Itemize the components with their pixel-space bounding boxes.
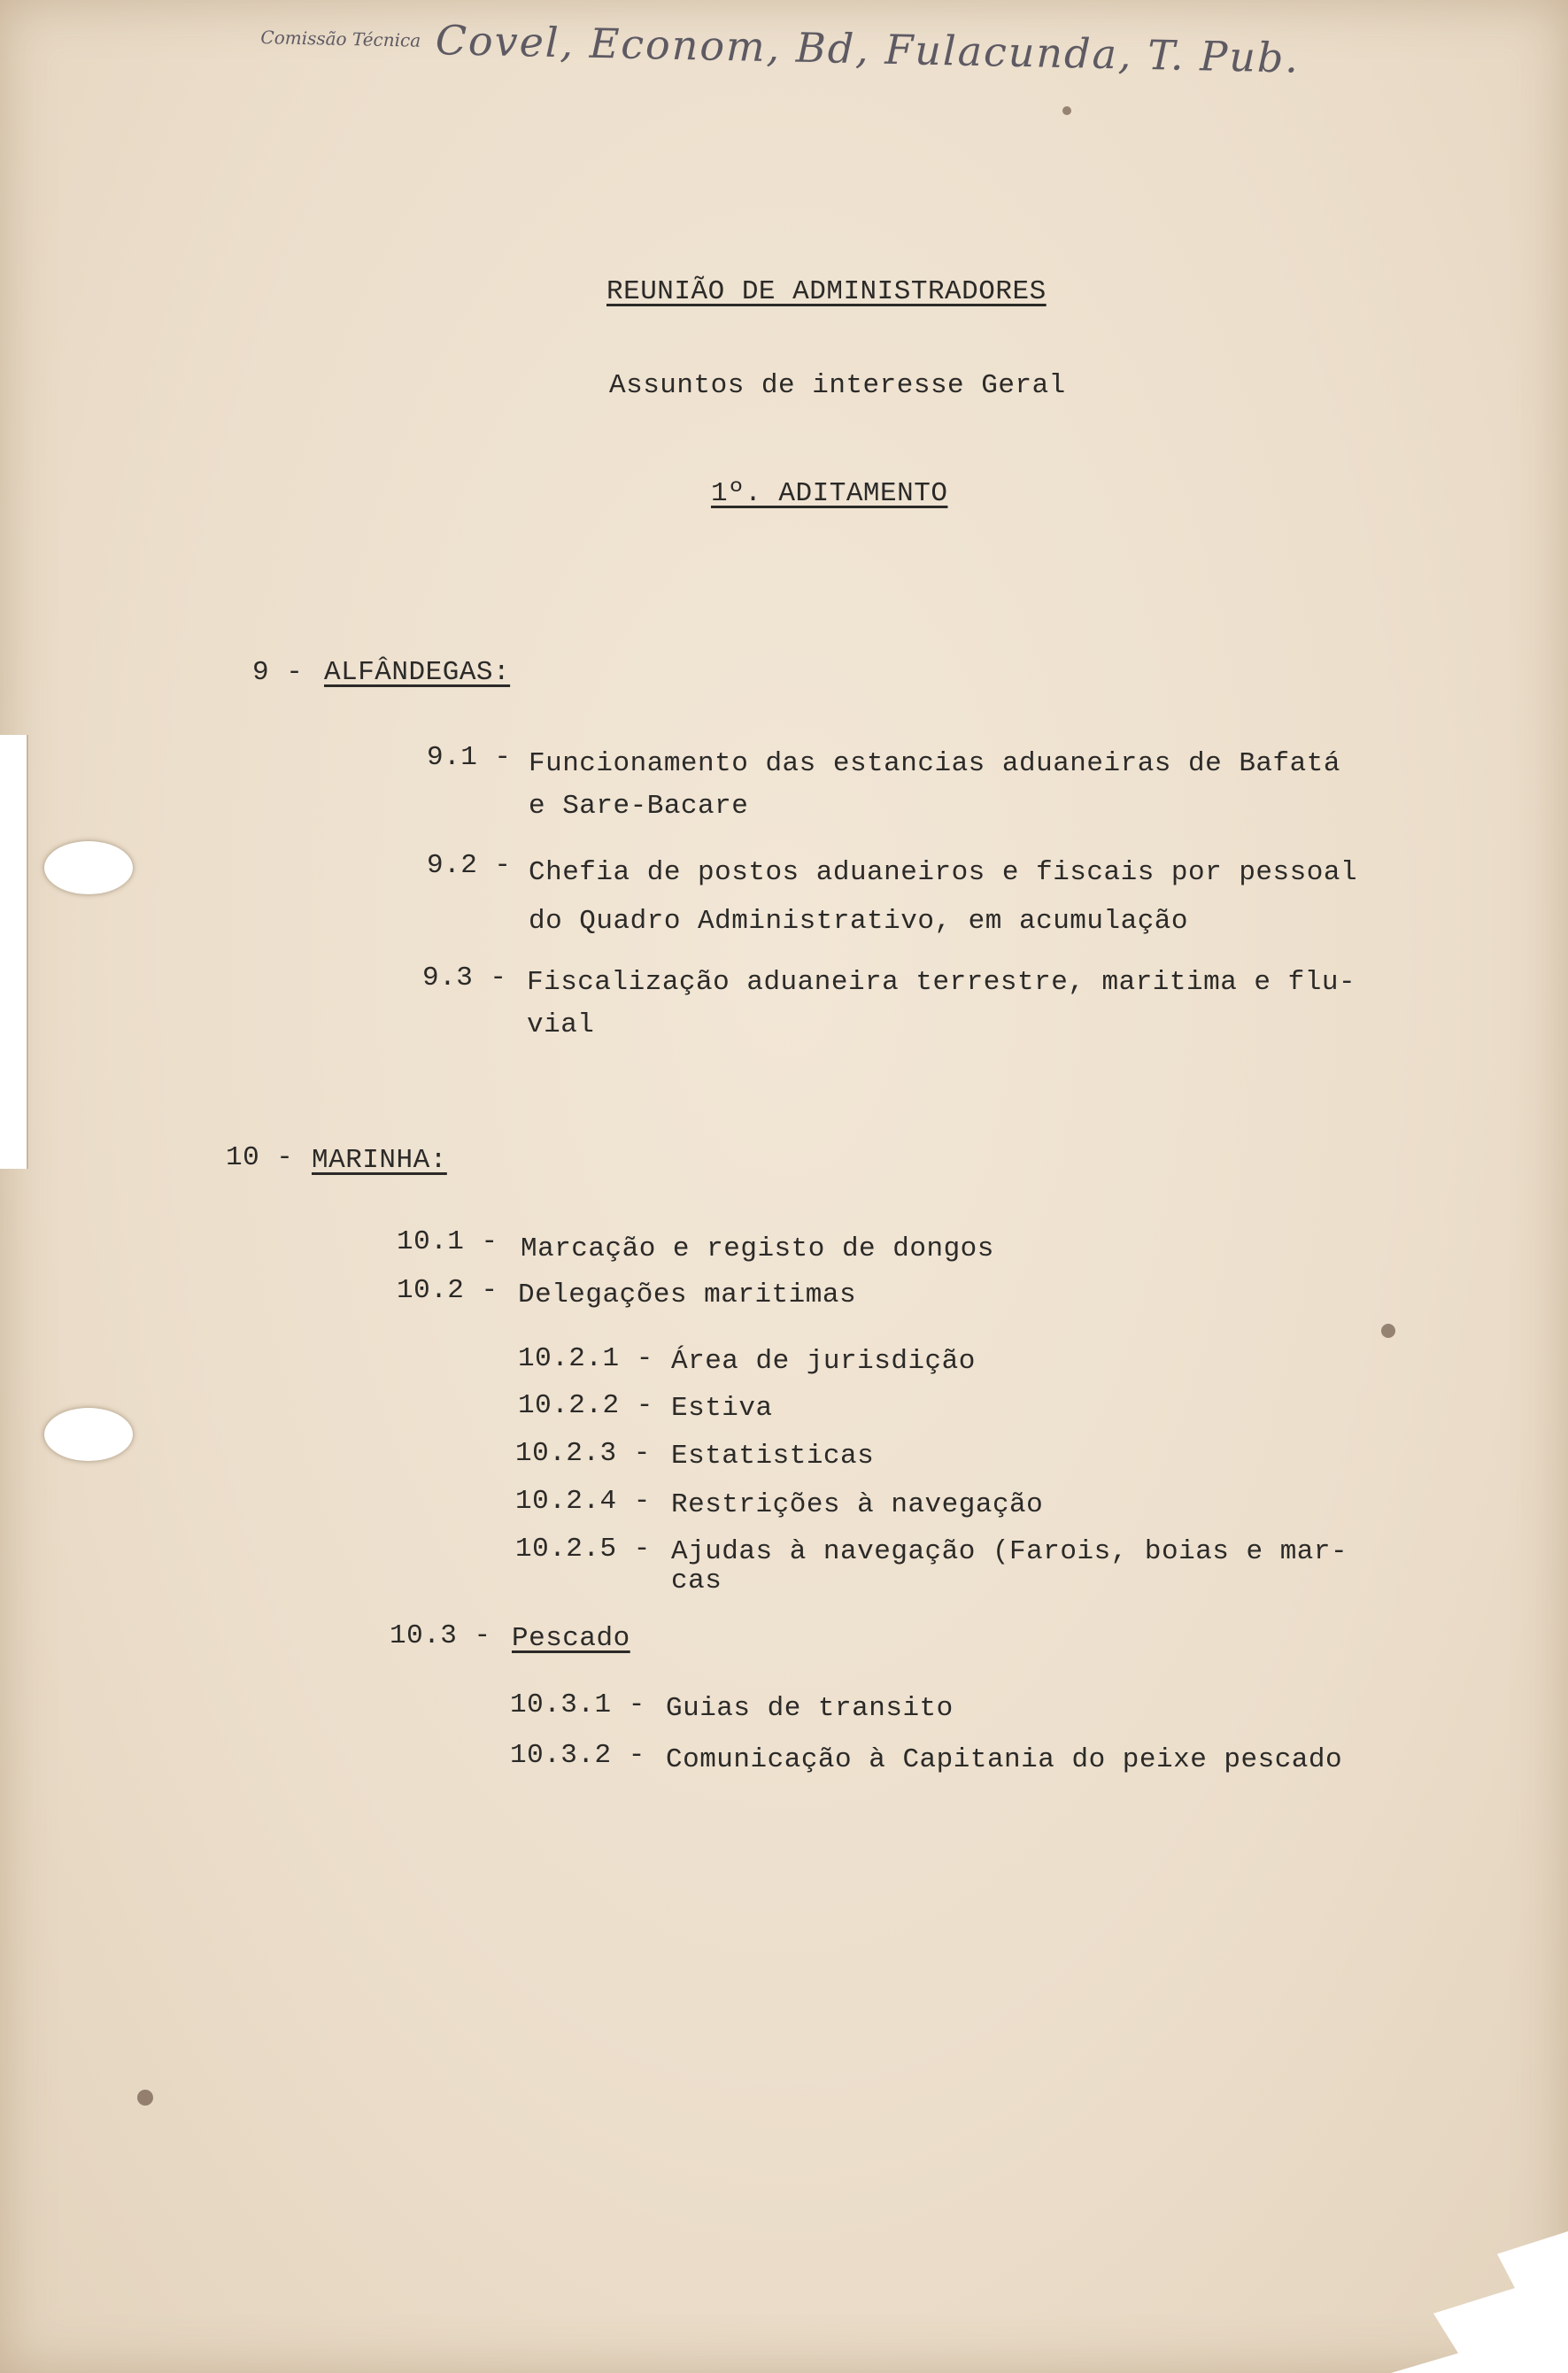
item-number: 10.2.2 -	[518, 1390, 653, 1421]
item-number: 10.3.1 -	[510, 1689, 645, 1720]
item-text: vial	[527, 1009, 595, 1040]
ink-spot	[137, 2090, 153, 2106]
section-heading-alfandegas: ALFÂNDEGAS:	[324, 657, 511, 688]
item-number: 10.2.4 -	[515, 1486, 651, 1517]
item-number: 9.2 -	[427, 850, 512, 881]
item-number: 10.2 -	[397, 1275, 498, 1306]
section-number: 9 -	[252, 657, 304, 688]
ink-spot	[1381, 1324, 1395, 1338]
handwritten-annotation-main: Covel, Econom, Bd, Fulacunda, T. Pub.	[435, 16, 1301, 82]
item-number: 10.3 -	[390, 1620, 491, 1651]
item-number: 10.2.1 -	[518, 1343, 653, 1374]
item-text: Chefia de postos aduaneiros e fiscais por pessoal	[529, 857, 1358, 888]
punch-hole	[44, 841, 133, 894]
item-text: do Quadro Administrativo, em acumulação	[529, 906, 1189, 937]
item-text: Funcionamento das estancias aduaneiras de Bafatá	[529, 748, 1340, 779]
item-number: 10.2.3 -	[515, 1438, 651, 1469]
section-heading-marinha: MARINHA:	[312, 1145, 447, 1176]
document-title: REUNIÃO DE ADMINISTRADORES	[606, 276, 1047, 307]
torn-corner	[1391, 2231, 1568, 2373]
ink-spot	[1062, 106, 1071, 115]
punch-hole	[44, 1408, 133, 1461]
subsection-heading-pescado: Pescado	[512, 1623, 630, 1654]
handwritten-annotation-small: Comissão Técnica	[260, 26, 421, 51]
item-text: Guias de transito	[666, 1693, 954, 1724]
addendum-heading: 1º. ADITAMENTO	[711, 478, 948, 509]
item-number: 10.1 -	[397, 1226, 498, 1257]
section-number: 10 -	[226, 1142, 294, 1173]
item-text: Fiscalização aduaneira terrestre, maritima e flu-	[527, 967, 1356, 998]
item-number: 10.2.5 -	[515, 1534, 651, 1565]
item-number: 9.1 -	[427, 742, 512, 773]
item-text: e Sare-Bacare	[529, 791, 749, 822]
binding-strip	[0, 735, 28, 1169]
item-text: Marcação e registo de dongos	[521, 1233, 994, 1264]
item-number: 10.3.2 -	[510, 1740, 645, 1771]
item-text: Delegações maritimas	[518, 1279, 857, 1310]
item-text: Restrições à navegação	[671, 1489, 1044, 1520]
item-text: Estatisticas	[671, 1441, 875, 1472]
handwritten-annotation	[260, 12, 1301, 82]
item-number: 9.3 -	[422, 962, 507, 993]
item-text: Comunicação à Capitania do peixe pescado	[666, 1744, 1343, 1775]
document-subtitle: Assuntos de interesse Geral	[609, 370, 1066, 401]
item-text: Estiva	[671, 1393, 773, 1424]
item-text: cas	[671, 1565, 722, 1596]
item-text: Área de jurisdição	[671, 1346, 976, 1377]
item-text: Ajudas à navegação (Farois, boias e mar-	[671, 1536, 1348, 1567]
